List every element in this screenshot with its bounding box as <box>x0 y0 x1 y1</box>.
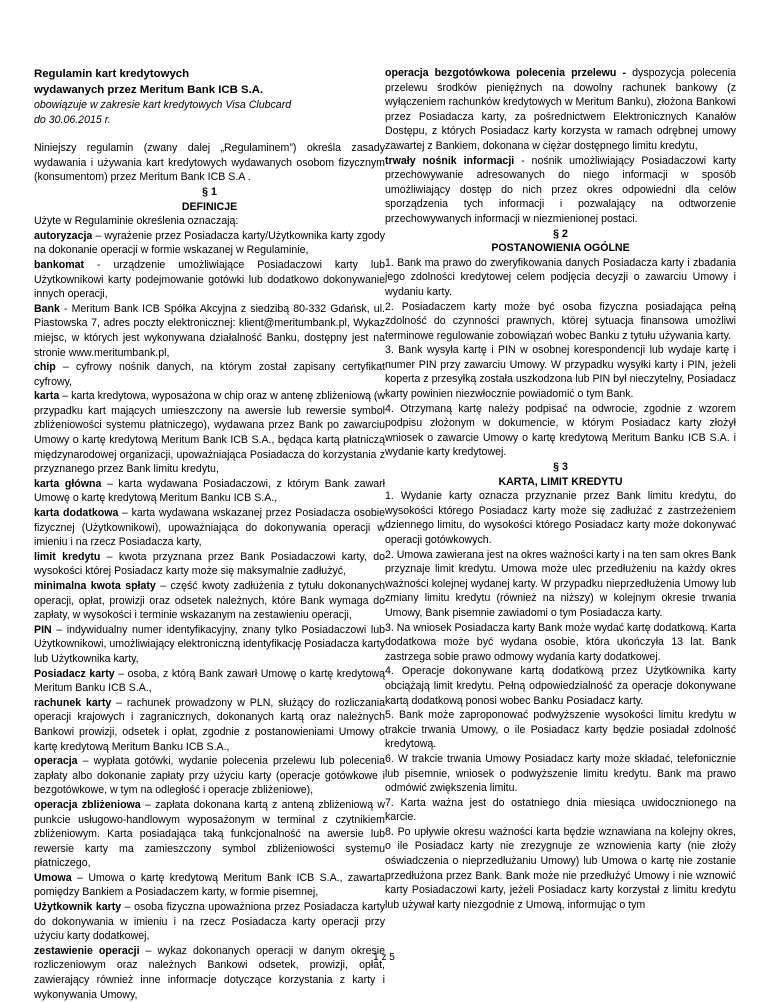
section3-item: 2. Umowa zawierana jest na okres ważności karty i na ten sam okres Bank przyznaje limit kredytu. Umowa może ulec przedłużeniu na każdy okres ważności kolejnej wydanej karty. W przypadku nieprzedłużenia Umowy lub zmiany limitu kredytu (również na niższy) w kolejnym okresie trwania Umowy, Bank pisemnie zawiadomi o tym Posiadacza karty. <box>385 548 736 619</box>
section2-heading: POSTANOWIENIA OGÓLNE <box>491 242 630 255</box>
definition-term: karta główna <box>34 477 102 490</box>
definition-item <box>34 623 385 667</box>
definition-term: PIN <box>34 623 52 636</box>
section3-item: 6. W trakcie trwania Umowy Posiadacz karty może składać, telefonicznie lub pisemnie, wniosek o podwyższenie limitu kredytu. Bank ma prawo odmówić zwiększenia limitu. <box>385 752 736 795</box>
definition-term: Umowa <box>34 871 72 884</box>
section3-item: 1. Wydanie karty oznacza przyznanie przez Bank limitu kredytu, do wysokości którego Posiadacz karty może się zadłużać z zastrzeżeniem dziennego limitu, do wysokości którego Posiadacz karty może dokonywać operacji gotówkowych. <box>385 490 736 546</box>
section2-number: § 2 <box>553 227 568 240</box>
definition-item <box>34 754 385 798</box>
definition-text: – indywidualny numer identyfikacyjny, znany tylko Posiadaczowi lub Użytkownikowi, umożliwiający elektroniczną identyfikację Posiadacza karty lub Użytkownika karty, <box>34 623 385 665</box>
document-title-line1: Regulamin kart kredytowych <box>34 68 190 80</box>
document-subtitle-line2: do 30.06.2015 r. <box>34 113 111 126</box>
document-subtitle-line1: obowiązuje w zakresie kart kredytowych Visa Clubcard <box>34 99 292 111</box>
definition-text: – osoba, z którą Bank zawarł Umowę o kartę kredytową Meritum Banku ICB S.A., <box>34 667 385 695</box>
definition-item <box>385 66 736 154</box>
section1-intro: Użyte w Regulaminie określenia oznaczają: <box>34 215 239 228</box>
definition-item <box>34 900 385 944</box>
definition-term: autoryzacja <box>34 229 93 242</box>
section3-item: 5. Bank może zaproponować podwyższenie wysokości limitu kredytu w trakcie trwania Umowy, o ile Posiadacz karty będzie posiadał zdolność kredytową. <box>385 709 736 751</box>
definition-text: – część kwoty zadłużenia z tytułu dokonanych operacji, opłat, prowizji oraz odsetek należnych, które Bank wymaga do zapłaty, w wysokości i terminie wskazanym na zestawieniu operacji, <box>34 580 386 622</box>
definition-item <box>34 696 385 754</box>
definition-text: – wypłata gotówki, wydanie polecenia przelewu lub polecenia zapłaty albo dokonanie zapłaty przy użyciu karty (operacje gotówkowe i bezgotówkowe, w tym na odległość i operacje zbliżeniowe), <box>34 755 385 797</box>
section3-item: 3. Na wniosek Posiadacza karty Bank może wydać kartę dodatkową. Karta dodatkowa może być wydana osobie, która ukończyła 13 lat. Bank zastrzega sobie prawo odmowy wydania karty dodatkowej. <box>385 621 736 663</box>
section2-item: 3. Bank wysyła kartę i PIN w osobnej korespondencji lub wydaje kartę i numer PIN przy zawarciu Umowy. W przypadku wysyłki karty i PIN, jeżeli koperta z przesyłką została uszkodzona lub PIN był nieczytelny, Posiadacz karty powinien niezwłocznie powiadomić o tym Bank. <box>385 344 736 401</box>
definition-text: - urządzenie umożliwiające Posiadaczowi karty lub Użytkownikowi karty podejmowanie gotówki lub dodatkowo dokonywanie innych operacji, <box>34 258 385 301</box>
definition-term: Użytkownik karty <box>34 901 122 914</box>
definition-term: karta dodatkowa <box>34 507 119 520</box>
definition-text: - Meritum Bank ICB Spółka Akcyjna z siedzibą 80-332 Gdańsk, ul. Piastowska 7, adres poczty elektronicznej: klient@meritumbank.pl, Wykaz miejsc, w których jest wykonywana działalność Banku, dostępny jest na stronie www.meritumbank.pl, <box>34 302 385 359</box>
definition-term: chip <box>34 361 56 374</box>
spacer <box>34 127 385 141</box>
definition-text: – kwota przyznana przez Bank Posiadaczowi karty, do wysokości której Posiadacz karty może się maksymalnie zadłużyć, <box>34 550 385 578</box>
definition-text: – Umowa o kartę kredytową Meritum Bank ICB S.A., zawarta pomiędzy Bankiem a Posiadaczem karty, w formie pisemnej, <box>34 871 385 899</box>
definition-text: – wykaz dokonanych operacji w danym okresie rozliczeniowym oraz należnych Bankowi odsetek, prowizji, opłat, zawierający również inne informacje dotyczące korzystania z karty i wykonywania Umowy, <box>34 944 386 1001</box>
section2-item: 4. Otrzymaną kartę należy podpisać na odwrocie, zgodnie z wzorem podpisu złożonym w dokumencie, w którym Posiadacz karty złożył wniosek o zawarcie Umowy o kartę kredytową Meritum Banku ICB S.A. i wydanie karty kredytowej. <box>385 402 736 459</box>
section3-item: 8. Po upływie okresu ważności karta będzie wznawiana na kolejny okres, o ile Posiadacz karty nie zrezygnuje ze wznowienia karty (nie złoży oświadczenia o nieprzedłużaniu Umowy) lub Umowa o kartę nie zostanie przedłużona przez Bank. Bank może nie przedłużyć Umowy i nie wznowić karty Posiadaczowi karty, jeżeli Posiadacz karty korzystał z limitu kredytu lub używał karty niezgodnie z Umową, informując o tym <box>385 825 736 911</box>
definition-text: – karta kredytowa, wyposażona w chip oraz w antenę zbliżeniową (w przypadku kart mających umieszczony na awersie lub rewersie symbol zbliżeniowości systemu płatniczego), wydawana przez Bank po zawarciu Umowy o kartę kredytową Meritum Bank ICB S.A., będąca kartą płatniczą międzynarodowej organizacji, upoważniająca Posiadacza do korzystania z przyznanego przez Bank limitu kredytu, <box>34 390 385 476</box>
page-number: 1 z 5 <box>373 952 395 963</box>
definition-item <box>34 229 385 258</box>
definition-item <box>34 579 385 623</box>
definition-text: – rachunek prowadzony w PLN, służący do rozliczania operacji krajowych i zagranicznych, dokonanych kartą oraz należnych Bankowi prowizji, odsetek i opłat, zgodnie z postanowieniami Umowy o kartę kredytową Meritum Banku ICB S.A., <box>34 696 386 753</box>
definition-item <box>34 258 385 302</box>
section1-heading: DEFINICJE <box>181 200 238 213</box>
definition-term: rachunek karty <box>34 696 112 709</box>
definition-item <box>34 550 385 579</box>
section3-item: 7. Karta ważna jest do ostatniego dnia miesiąca uwidocznionego na karcie. <box>385 796 736 824</box>
section3-item: 4. Operacje dokonywane kartą dodatkową przez Użytkownika karty obciążają limit kredytu. Pełną odpowiedzialność za operacje dokonywane kartą dodatkową ponosi wobec Banku Posiadacz karty. <box>385 665 736 707</box>
definition-item <box>34 798 385 871</box>
definition-term: limit kredytu <box>34 550 101 563</box>
definition-item <box>34 360 385 389</box>
definition-term: minimalna kwota spłaty <box>34 580 156 592</box>
right-column <box>385 66 736 912</box>
definition-term: bankomat <box>34 258 85 271</box>
definition-term: karta <box>34 390 60 403</box>
definition-item <box>34 389 385 477</box>
definition-term: operacja zbliżeniowa <box>34 798 141 811</box>
section2-item: 1. Bank ma prawo do zweryfikowania danych Posiadacza karty i zbadania jego zdolności kredytowej celem podjęcia decyzji o zawarciu Umowy i wydaniu karty. <box>385 256 736 298</box>
definition-text: – karta wydawana Posiadaczowi, z którym Bank zawarł Umowę o kartę kredytową Meritum Banku ICB S.A., <box>34 477 385 505</box>
left-column <box>34 66 385 1002</box>
definition-item <box>34 667 385 696</box>
definition-item <box>34 871 385 900</box>
section2-item: 2. Posiadaczem karty może być osoba fizyczna posiadająca pełną zdolność do czynności prawnych, której sytuacja finansowa umożliwi terminowe regulowanie zobowiązań wobec Banku z tytułu używania karty. <box>385 300 736 342</box>
definition-term: operacja bezgotówkowa polecenia przelewu - <box>385 67 627 79</box>
definition-item <box>34 477 385 506</box>
definition-term: Bank <box>34 302 60 315</box>
section1-number: § 1 <box>202 185 217 198</box>
definition-text: - nośnik umożliwiający Posiadaczowi karty przechowywanie adresowanych do niego informacji w sposób umożliwiający dostęp do nich przez okres odpowiedni dla celów sporządzenia tych informacji i pozwalający na odtworzenie przechowywanych informacji w niezmienionej postaci. <box>385 154 736 225</box>
definition-text: – zapłata dokonana kartą z anteną zbliżeniową w punkcie usługowo-handlowym wyposażonym w terminal z czytnikiem zbliżeniowym. Karta posiadająca taką funkcjonalność na awersie lub rewersie karty ma zamieszczony symbol zbliżeniowości systemu płatniczego, <box>34 798 385 870</box>
section3-heading: KARTA, LIMIT KREDYTU <box>498 475 623 488</box>
definition-term: trwały nośnik informacji <box>385 154 515 167</box>
definition-item <box>34 302 385 360</box>
definition-term: operacja <box>34 755 78 768</box>
section3-number: § 3 <box>553 461 568 474</box>
intro-paragraph: Niniejszy regulamin (zwany dalej „Regulaminem”) określa zasady wydawania i używania kart kredytowych wydawanych osobom fizycznym (konsumentom) przez Meritum Bank ICB S.A . <box>34 142 385 184</box>
definition-item <box>34 506 385 550</box>
definition-item <box>385 154 736 227</box>
document-title-line2: wydawanych przez Meritum Bank ICB S.A. <box>34 84 264 96</box>
definition-text: – cyfrowy nośnik danych, na którym został zapisany certyfikat cyfrowy, <box>34 361 385 388</box>
definition-text: dyspozycja polecenia przelewu środków pieniężnych na dowolny rachunek bankowy (z wyłączeniem rachunków kredytowych w Meritum Banku), złożona Bankowi przez Posiadacza karty, za pośrednictwem Elektronicznych Kanałów Dostępu, z których Posiadacz karty korzysta w ramach odrębnej umowy zawartej z Bankiem, dokonana w ciężar dostępnego limitu kredytu, <box>385 67 736 152</box>
definition-term: Posiadacz karty <box>34 667 115 680</box>
definition-text: – osoba fizyczna upoważniona przez Posiadacza karty do dokonywania w imieniu i na rzecz Posiadacza karty operacji przy użyciu karty dodatkowej, <box>34 901 385 943</box>
definition-text: – karta wydawana wskazanej przez Posiadacza osobie fizycznej (Użytkownikowi), upoważniająca do dokonywania operacji w imieniu i na rzecz Posiadacza karty, <box>34 507 385 549</box>
definition-term: zestawienie operacji <box>34 944 140 957</box>
definition-text: – wyrażenie przez Posiadacza karty/Użytkownika karty zgody na dokonanie operacji w formie wskazanej w Regulaminie, <box>34 229 385 257</box>
